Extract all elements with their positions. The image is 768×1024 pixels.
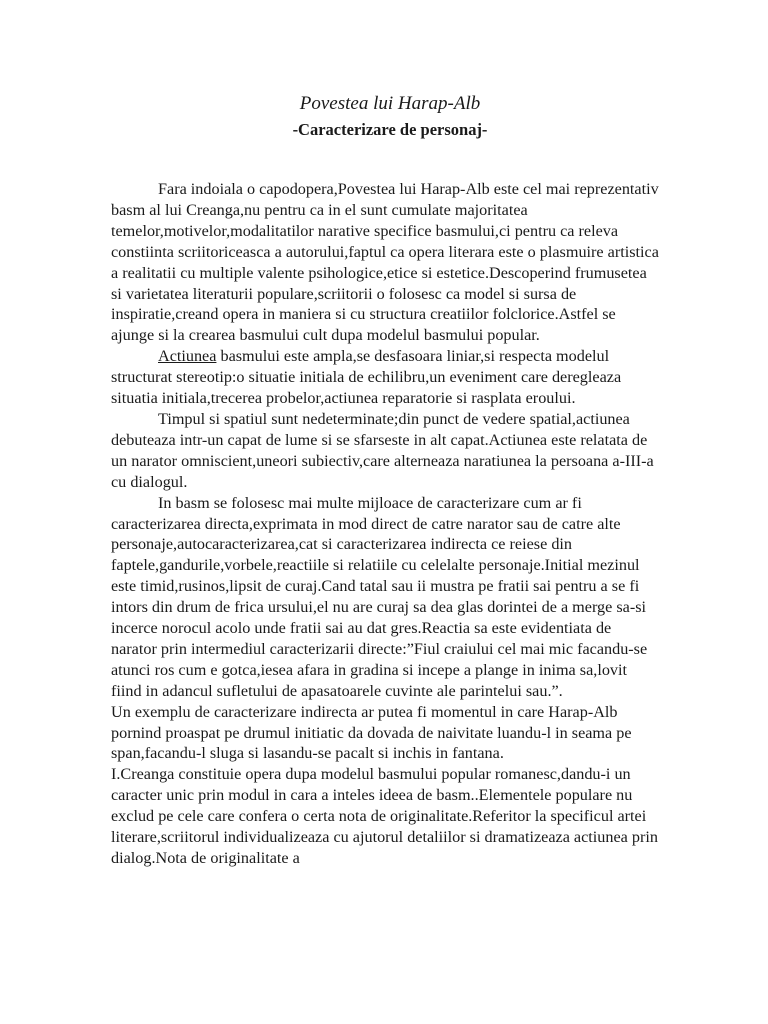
paragraph-intro: Fara indoiala o capodopera,Povestea lui Harap-Alb este cel mai reprezentativ basm al lui Creanga,nu pentru ca in el sunt cumulate majoritatea temelor,motivelor,modalitatilor narative specifice basmului,ci pentru ca releva constiinta scriitoriceasca a autorului,faptul ca opera literara este o plasmuire artistica a realitatii cu multiple valente psihologice,etice si estetice.Descoperind frumusetea si varietatea literaturii populare,scriitorii o folosesc ca model si sursa de inspiratie,creand opera in maniera si cu structura creatiilor folclorice.Astfel se ajunge si la crearea basmului cult dupa modelul basmului popular.: [111, 180, 659, 345]
paragraph-actiunea: [111, 346, 659, 409]
paragraph-caracterizare: In basm se folosesc mai multe mijloace de caracterizare cum ar fi caracterizarea directa,exprimata in mod direct de catre narator sau de catre alte personaje,autocaracterizarea,cat si caracterizarea indirecta ce reiese din faptele,gandurile,vorbele,reactiile si relatiile cu celelalte personaje.Initial mezinul este timid,rusinos,lipsit de curaj.Cand tatal sau ii mustra pe fratii sai pentru a se fi intors din drum de frica ursului,el nu are curaj sa dea glas dorintei de a merge sa-si incerce norocul acolo unde fratii sai au dat gres.Reactia sa este evidentiata de narator prin intermediul caracterizarii directe:”Fiul craiului cel mai mic facandu-se atunci ros cum e gotca,iesea afara in gradina si incepe a plange in inima sa,lovit fiind in adancul sufletului de apasatoarele cuvinte ale parintelui sau.”.: [111, 493, 648, 700]
document-title: Povestea lui Harap-Alb: [299, 93, 481, 114]
paragraph-creanga: I.Creanga constituie opera dupa modelul basmului popular romanesc,dandu-i un caracter unic prin modul in cara a inteles ideea de basm..Elementele populare nu exclud pe cele care confera o certa nota de originalitate.Referitor la specificul artei literare,scriitorul individualizeaza cu ajutorul detaliilor si dramatizeaza actiunea prin dialog.Nota de originalitate a: [111, 765, 658, 867]
document-subtitle: -Caracterizare de personaj-: [292, 120, 488, 139]
underlined-term: Actiunea: [158, 347, 217, 366]
document-body: [111, 179, 659, 869]
paragraph-timpul: Timpul si spatiul sunt nedeterminate;din punct de vedere spatial,actiunea debuteaza intr-un capat de lume si se sfarseste in alt capat.Actiunea este relatata de un narator omniscient,uneori subiectiv,care alterneaza naratiunea la persoana a-III-a cu dialogul.: [111, 409, 654, 491]
paragraph-exemplu: Un exemplu de caracterizare indirecta ar putea fi momentul in care Harap-Alb pornind proaspat pe drumul initiatic da dovada de naivitate luandu-l in seama pe span,facandu-l sluga si lasandu-se pacalt si inchis in fantana.: [111, 702, 632, 763]
paragraph-actiunea-text: basmului este ampla,se desfasoara liniar,si respecta modelul structurat stereotip:o situatie initiala de echilibru,un eveniment care deregleaza situatia initiala,trecerea probelor,actiunea reparatorie si rasplata eroului.: [111, 347, 622, 408]
